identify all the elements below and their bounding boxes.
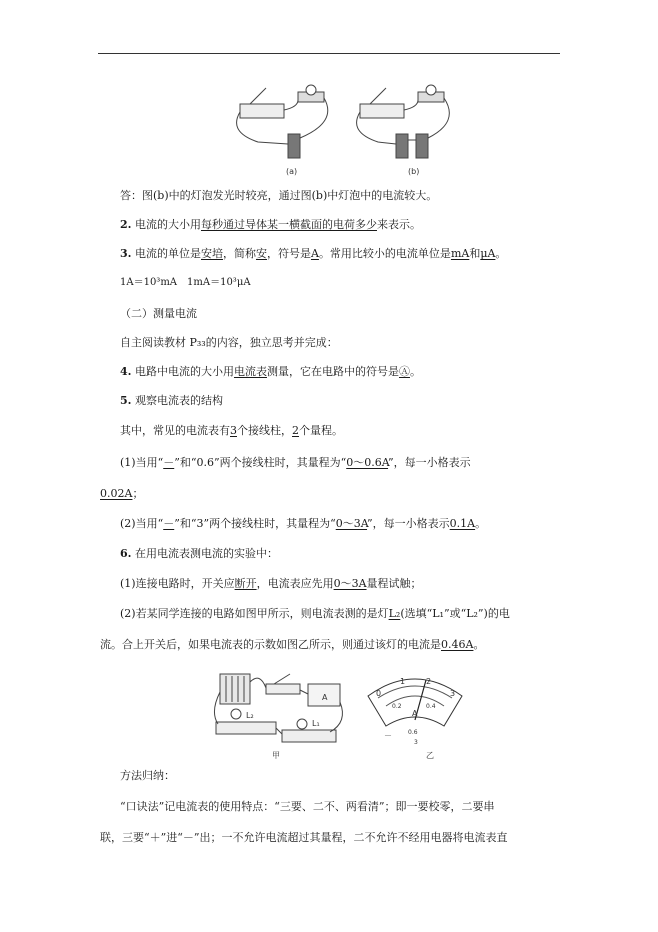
term-3: 3 [414,739,418,746]
label-yi: 乙 [426,751,434,760]
step-2-cont: 流。合上开关后，如果电流表的示数如图乙所示，则通过该灯的电流是0.46A。 [100,638,485,651]
label-b: (b) [408,167,420,176]
item-3: 3. 电流的单位是安培，简称安，符号是A。常用比较小的电流单位是mA和μA。 [120,247,507,260]
item-4: 4. 电路中电流的大小用电流表测量，它在电路中的符号是Ⓐ。 [120,365,421,378]
inner-04: 0.4 [426,703,436,710]
dial-a: A [412,709,418,718]
item-6: 6. 在用电流表测电流的实验中： [120,547,278,560]
step-1: (1)连接电路时，开关应断开，电流表应先用0～3A量程试触； [120,577,422,590]
term-06: 0.6 [408,729,418,736]
step-2: (2)若某同学连接的电路如图甲所示，则电流表测的是灯L₂(选填“L₁”或“L₂”)的电 [120,607,510,620]
lamp-l2-label: L₂ [246,711,254,720]
circuit-a [237,85,328,158]
scale-3: 3 [450,689,456,698]
answer-line: 答：图(b)中的灯泡发光时较亮，通过图(b)中灯泡中的电流较大。 [120,189,438,202]
circuit-b [357,85,450,158]
label-jia: 甲 [272,751,280,760]
circuit-figure-jia [210,662,350,762]
circuit-figure-ab [228,82,468,178]
header-rule [98,53,560,54]
inner-02: 0.2 [392,703,402,710]
reading-instruction: 自主阅读教材 P₃₃的内容，独立思考并完成： [120,336,338,349]
lamp-l1-label: L₁ [312,719,320,728]
label-a: (a) [286,167,298,176]
method-line-2: 联，三要“＋”进“－”出；一不允许电流超过其量程，二不允许不经用电器将电流表直 [100,831,508,844]
scale-2: 2 [426,677,432,686]
item-2: 2. 电流的大小用每秒通过导体某一横截面的电荷多少来表示。 [120,218,421,231]
unit-conversion: 1A＝10³mA 1mA＝10³μA [120,277,251,288]
method-heading: 方法归纳： [120,769,175,782]
scale-1: 1 [400,677,406,686]
range-line-1-cont: 0.02A； [100,487,144,500]
terminals-line: 其中，常见的电流表有3个接线柱，2个量程。 [120,424,343,437]
scale-0: 0 [376,689,382,698]
range-line-1: (1)当用“－”和“0.6”两个接线柱时，其量程为“0～0.6A”，每一小格表示 [120,456,471,469]
ammeter-figure-yi [360,668,470,760]
method-line-1: “口诀法”记电流表的使用特点：“三要、二不、两看清”；即一要校零，二要串 [120,800,495,813]
item-5: 5. 观察电流表的结构 [120,394,223,407]
range-line-2: (2)当用“－”和“3”两个接线柱时，其量程为“0～3A”，每一小格表示0.1A。 [120,517,487,530]
term-minus: － [384,731,392,740]
meter-a-label: A [322,693,328,702]
section-heading: （二）测量电流 [120,307,197,320]
